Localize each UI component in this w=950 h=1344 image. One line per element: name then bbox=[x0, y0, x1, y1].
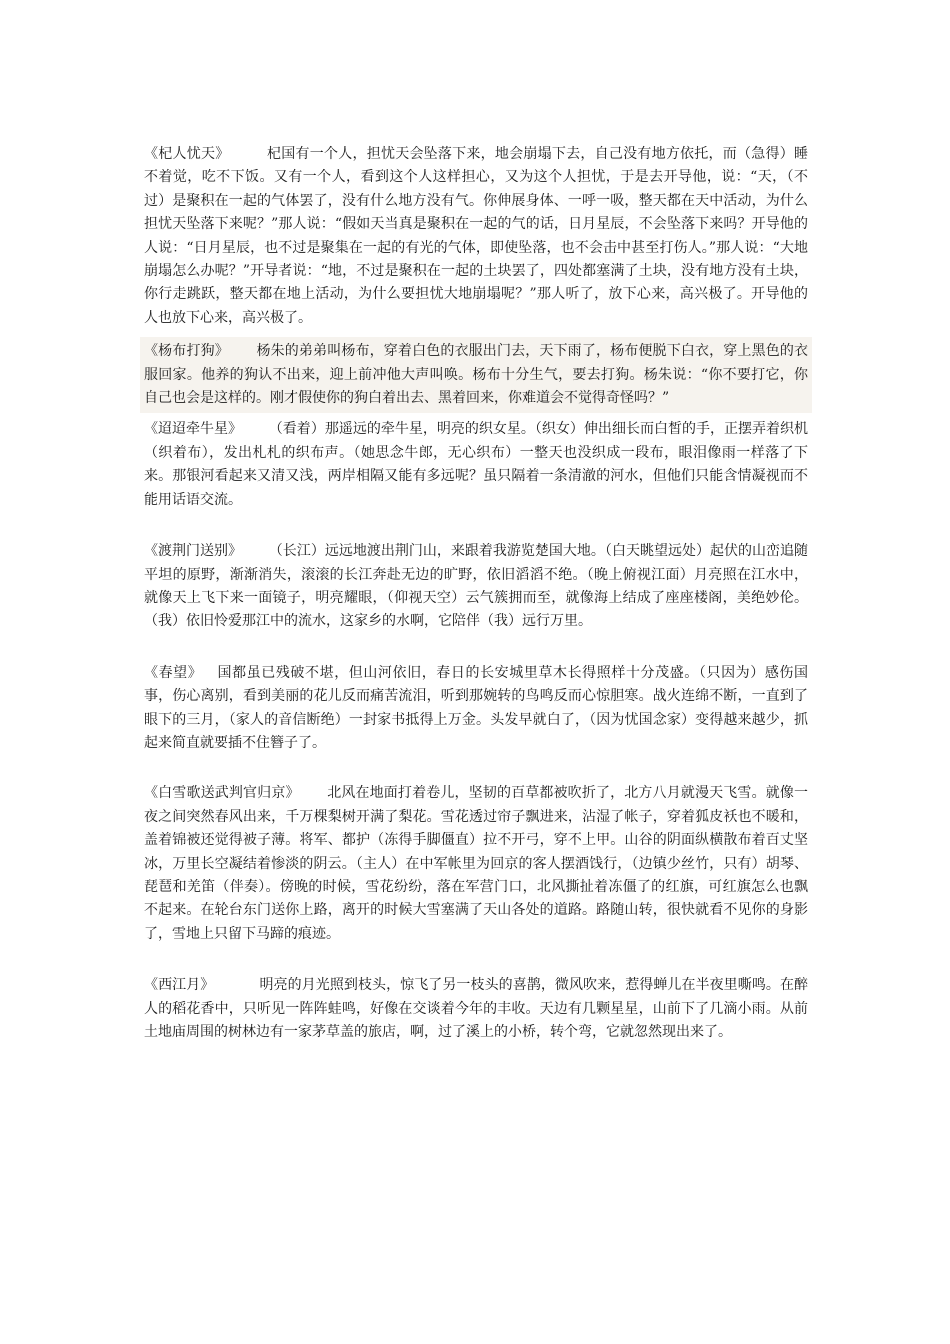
paragraph-title: 《杞人忧天》 bbox=[144, 146, 230, 162]
paragraph-chun-wang bbox=[140, 662, 812, 756]
title-gap bbox=[300, 785, 328, 801]
title-gap bbox=[229, 343, 257, 359]
title-gap bbox=[214, 977, 259, 993]
paragraph-yang-bu-da-gou bbox=[140, 337, 812, 413]
paragraph-title: 《西江月》 bbox=[144, 977, 215, 994]
title-gap bbox=[242, 421, 269, 437]
paragraph-xi-jiang-yue bbox=[140, 974, 812, 1044]
paragraph-text: 明亮的月光照到枝头，惊飞了另一枝头的喜鹊，微风吹来，惹得蝉儿在半夜里嘶鸣。在醉人的稻花香中，只听见一阵阵蛙鸣，好像在交谈着今年的丰收。天边有几颗星星，山前下了几滴小雨。从前土地庙周围的树林边有一家茅草盖的旅店，啊，过了溪上的小桥，转个弯，它就忽然现出来了。 bbox=[144, 977, 809, 1040]
paragraph-title: 《春望》 bbox=[144, 664, 203, 681]
document-body bbox=[140, 143, 812, 1044]
paragraph-text: 北风在地面打着卷儿，坚韧的百草都被吹折了，北方八月就漫天飞雪。就像一夜之间突然春风出来，千万棵梨树开满了梨花。雪花透过帘子飘进来，沾湿了帐子，穿着狐皮袄也不暖和，盖着锦被还觉得被子薄。将军、都护（冻得手脚僵直）拉不开弓，穿不上甲。山谷的阴面纵横散布着百丈坚冰，万里长空凝结着惨淡的阴云。（主人）在中军帐里为回京的客人摆酒饯行，（边镇少丝竹，只有）胡琴、琵琶和羌笛（伴奏）。傍晚的时候，雪花纷纷，落在军营门口，北风撕扯着冻僵了的红旗，可红旗怎么也飘不起来。在轮台东门送你上路，离开的时候大雪塞满了天山各处的道路。路随山转，很快就看不见你的身影了，雪地上只留下马蹄的痕迹。 bbox=[144, 785, 809, 942]
paragraph-text: 杞国有一个人，担忧天会坠落下来，地会崩塌下去，自己没有地方依托，而（急得）睡不着觉，吃不下饭。又有一个人，看到这个人这样担心，又为这个人担忧，于是去开导他，说：“天，（不过）是聚积在一起的气体罢了，没有什么地方没有气。你伸展身体、一呼一吸，整天都在天中活动，为什么担忧天坠落下来呢？”那人说：“假如天当真是聚积在一起的气的话，日月星辰，不会坠落下来吗？开导他的人说：“日月星辰，也不过是聚集在一起的有光的气体，即使坠落，也不会击中甚至打伤人。”那人说：“大地崩塌怎么办呢？”开导者说：“地，不过是聚积在一起的土块罢了，四处都塞满了土块，没有地方没有土块，你行走跳跃，整天都在地上活动，为什么要担忧大地崩塌呢？”那人听了，放下心来，高兴极了。开导他的人也放下心来，高兴极了。 bbox=[144, 146, 809, 326]
paragraph-du-jing-men-song-bie bbox=[140, 540, 812, 634]
paragraph-title: 《白雪歌送武判官归京》 bbox=[144, 785, 300, 802]
paragraph-text: 杨朱的弟弟叫杨布，穿着白色的衣服出门去，天下雨了，杨布便脱下白衣，穿上黑色的衣服回家。他养的狗认不出来，迎上前冲他大声叫唤。杨布十分生气，要去打狗。杨朱说：“你不要打它，你自己也会是这样的。刚才假使你的狗白着出去、黑着回来，你难道会不觉得奇怪吗？” bbox=[144, 343, 809, 407]
paragraph-text: （看着）那遥远的牵牛星，明亮的织女星。（织女）伸出细长而白皙的手，正摆弄着织机（织着布），发出札札的织布声。（她思念牛郎，无心织布）一整天也没织成一段布，眼泪像雨一样落了下来。那银河看起来又清又浅，两岸相隔又能有多远呢？虽只隔着一条清澈的河水，但他们只能含情凝视而不能用话语交流。 bbox=[144, 421, 809, 508]
paragraph-text: （长江）远远地渡出荆门山，来跟着我游览楚国大地。（白天眺望远处）起伏的山峦追随平坦的原野，渐渐消失，滚滚的长江奔赴无边的旷野，依旧滔滔不绝。（晚上俯视江面）月亮照在江水中，就像天上飞下来一面镜子，明亮耀眼，（仰视天空）云气簇拥而至，就像海上结成了座座楼阁，美绝妙伦。（我）依旧怜爱那江中的流水，这家乡的水啊，它陪伴（我）远行万里。 bbox=[144, 543, 809, 630]
title-gap bbox=[202, 665, 217, 681]
title-gap bbox=[229, 146, 267, 162]
paragraph-bai-xue-ge bbox=[140, 782, 812, 946]
paragraph-text: 国都虽已残破不堪，但山河依旧，春日的长安城里草木长得照样十分茂盛。（只因为）感伤国事，伤心离别，看到美丽的花儿反而痛苦流泪，听到那婉转的鸟鸣反而心惊胆寒。战火连绵不断，一直到了眼下的三月，（家人的音信断绝）一封家书抵得上万金。头发早就白了，（因为忧国念家）变得越来越少，抓起来简直就要插不住簪子了。 bbox=[144, 664, 809, 751]
title-gap bbox=[242, 543, 269, 559]
paragraph-tiao-tiao-qian-niu-xing bbox=[140, 418, 812, 512]
paragraph-qi-ren-you-tian bbox=[140, 143, 812, 330]
paragraph-title: 《渡荆门送别》 bbox=[144, 543, 243, 560]
paragraph-title: 《迢迢牵牛星》 bbox=[144, 421, 243, 438]
paragraph-title: 《杨布打狗》 bbox=[144, 343, 229, 360]
